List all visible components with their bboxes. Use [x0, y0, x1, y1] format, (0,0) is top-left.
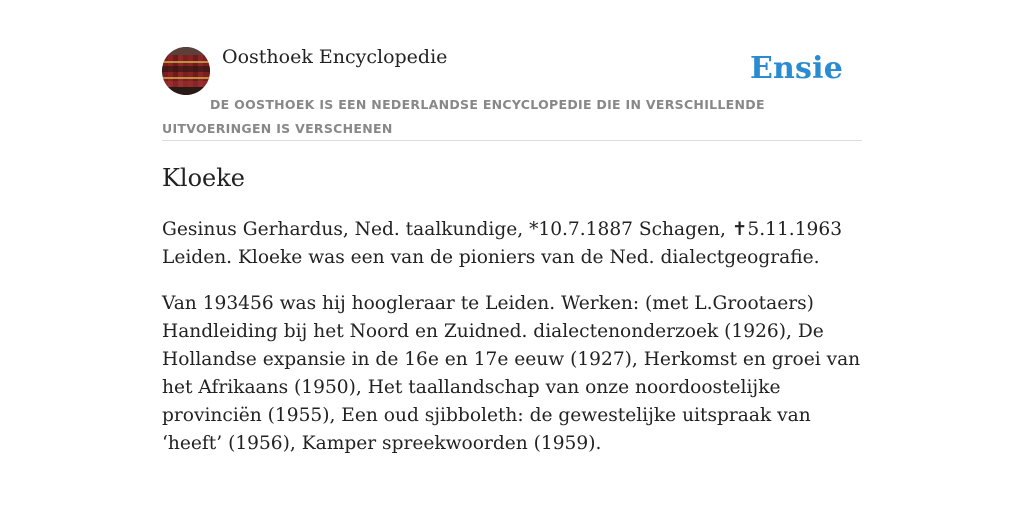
article	[162, 160, 864, 458]
site-tagline: DE OOSTHOEK IS EEN NEDERLANDSE ENCYCLOPEDIE DIE IN VERSCHILLENDE UITVOERINGEN IS VERSCHENEN	[162, 97, 765, 136]
article-paragraph: Gesinus Gerhardus, Ned. taalkundige, *10.7.1887 Schagen, ✝5.11.1963 Leiden. Kloeke was een van de pioniers van de Ned. dialectgeografie.	[162, 219, 843, 268]
article-title: Kloeke	[162, 164, 246, 192]
article-paragraph: Van 193456 was hij hoogleraar te Leiden. Werken: (met L.Grootaers) Handleiding bij het Noord en Zuidned. dialectenonderzoek (1926), De Hollandse expansie in de 16e en 17e eeuw (1927), Herkomst en groei van het Afrikaans (1950), Het taallandschap van onze noordoostelijke provinciën (1955), Een oud sjibboleth: de gewestelijke uitspraak van ‘heeft’ (1956), Kamper spreekwoorden (1959).	[162, 293, 861, 454]
site-title[interactable]: Oosthoek Encyclopedie	[222, 46, 448, 68]
site-header	[162, 44, 862, 141]
books-icon	[162, 47, 210, 95]
ensie-logo[interactable]: Ensie	[749, 51, 843, 86]
encyclopedia-books-avatar[interactable]	[162, 47, 210, 95]
